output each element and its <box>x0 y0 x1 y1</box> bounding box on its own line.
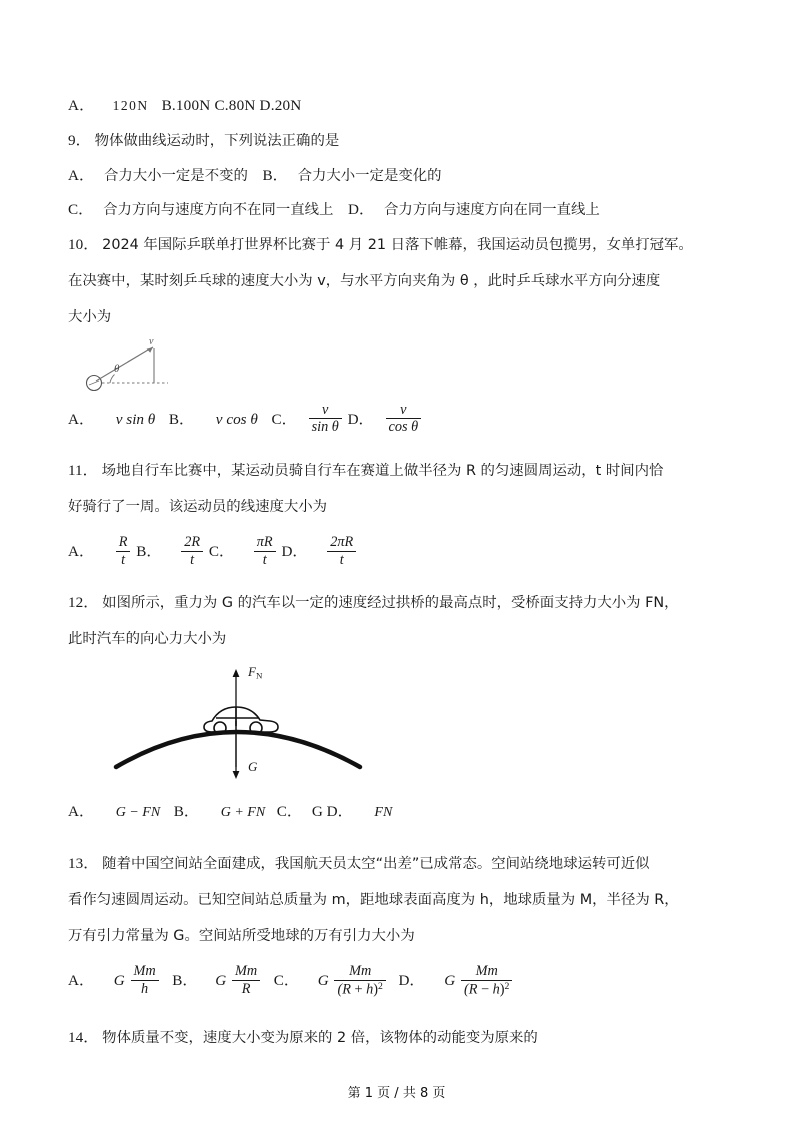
q13-option-c-numerator: Mm <box>349 963 372 980</box>
q11-option-c-label: C． <box>208 543 235 561</box>
option-a-value: 120N <box>112 98 149 113</box>
q11-option-b-fraction <box>181 535 203 568</box>
question-13-text-1: 随着中国空间站全面建成，我国航天员太空“出差”已成常态。空间站绕地球运转可近似 <box>102 856 650 873</box>
option-d-value: D.20N <box>259 97 302 114</box>
q13-option-b-label: B． <box>172 972 198 990</box>
velocity-vector-diagram <box>80 336 260 395</box>
q12-option-d-text: FN <box>374 805 393 821</box>
q11-option-d-numerator: 2πR <box>330 534 354 551</box>
q13-option-b-denominator: R <box>232 980 260 997</box>
q13-option-a-denominator: h <box>131 980 159 997</box>
normal-force-label: $F_N$ <box>248 664 263 681</box>
question-12-text-2: 此时汽车的向心力大小为 <box>68 631 227 648</box>
q13-option-d-denominator: $(R - h)^2$ <box>461 980 512 998</box>
q10-option-a-text: v sin θ <box>115 411 156 429</box>
question-13-stem-line-1 <box>68 846 740 882</box>
q11-option-b-label: B． <box>136 543 162 561</box>
arched-bridge-svg <box>108 663 368 783</box>
question-13-number: 13． <box>68 855 99 873</box>
question-10-stem-line-2 <box>68 263 740 299</box>
q11-option-d-label: D． <box>281 543 308 561</box>
q13-option-d-numerator: Mm <box>475 963 498 980</box>
q13-option-b-coefficient: G <box>215 972 227 990</box>
q11-option-b-numerator: 2R <box>184 534 201 551</box>
q9-option-d-text: 合力方向与速度方向在同一直线上 <box>383 202 600 218</box>
q10-option-b-text: v cos θ <box>215 411 258 429</box>
question-12-options-row <box>68 795 740 830</box>
q11-option-d-denominator: t <box>327 551 356 568</box>
q13-option-d-label: D． <box>398 972 425 990</box>
q12-option-b-text: G + FN <box>220 805 266 821</box>
q13-option-a-label: A． <box>68 972 95 990</box>
q9-option-c-text: 合力方向与速度方向不在同一直线上 <box>103 202 334 218</box>
question-10-text-1: 2024 年国际乒联单打世界杯比赛于 4 月 21 日落下帷幕，我国运动员包揽男，女单打冠军。 <box>102 237 693 253</box>
q11-option-a-denominator: t <box>116 551 131 568</box>
question-10-number: 10． <box>68 236 99 253</box>
question-12-number: 12． <box>68 594 99 612</box>
q11-option-a-numerator: R <box>118 534 128 551</box>
normal-force-arrowhead <box>233 669 240 677</box>
arched-bridge-car-diagram <box>108 663 368 783</box>
question-11-stem-line-2 <box>68 489 740 525</box>
q12-option-a-text: G − FN <box>115 805 161 821</box>
q11-option-b-denominator: t <box>181 551 203 568</box>
question-10-stem-line-1 <box>68 227 740 263</box>
q10-option-c-fraction <box>309 403 342 436</box>
q9-option-b-label: B． <box>262 167 288 184</box>
angle-theta-label: θ <box>114 363 120 375</box>
q9-option-a-text: 合力大小一定是不变的 <box>103 168 248 184</box>
question-14-stem <box>68 1020 740 1056</box>
question-13-text-2: 看作匀速圆周运动。已知空间站总质量为 m，距地球表面高度为 h，地球质量为 M，半径为 R， <box>68 892 679 909</box>
q13-option-c-denominator: $(R + h)^2$ <box>334 980 385 998</box>
q9-option-d-label: D． <box>347 201 375 218</box>
q13-option-c-coefficient: G <box>317 972 329 990</box>
q9-option-c-label: C． <box>68 201 94 218</box>
q13-option-a-fraction <box>131 964 159 997</box>
q13-option-d-fraction <box>461 964 512 997</box>
question-13-stem-line-2 <box>68 882 740 918</box>
bridge-arc <box>116 732 360 767</box>
question-8-options-row <box>68 88 740 123</box>
q12-option-d-label: D． <box>326 803 353 821</box>
q13-option-d-coefficient: G <box>444 972 456 990</box>
q13-option-c-label: C． <box>273 972 300 990</box>
q11-option-c-fraction <box>254 535 276 568</box>
question-9-number: 9． <box>68 132 91 149</box>
q13-option-a-coefficient: G <box>113 972 125 990</box>
question-11-text-1: 场地自行车比赛中，某运动员骑自行车在赛道上做半径为 R 的匀速圆周运动，t 时间内恰 <box>101 463 664 480</box>
q10-option-d-denominator: cos θ <box>386 418 422 435</box>
gravity-label: G <box>248 759 258 775</box>
option-a-label: A． <box>68 97 95 114</box>
q10-option-c-denominator: sin θ <box>309 418 342 435</box>
option-c-value: C.80N <box>214 97 256 114</box>
q12-option-a-label: A． <box>68 803 95 821</box>
question-11-options-row <box>68 535 740 569</box>
question-9-stem <box>68 123 740 159</box>
question-11-number: 11． <box>68 462 98 480</box>
question-9-options-row-2 <box>68 193 740 227</box>
gravity-arrowhead <box>233 771 240 779</box>
question-10-text-3: 大小为 <box>68 309 112 325</box>
question-13-stem-line-3 <box>68 918 740 954</box>
page-content <box>68 88 740 1056</box>
q9-option-b-text: 合力大小一定是变化的 <box>297 168 442 184</box>
q13-option-a-numerator: Mm <box>133 963 156 980</box>
q11-option-c-denominator: t <box>254 551 276 568</box>
q10-option-b-label: B． <box>168 411 195 429</box>
q11-option-a-label: A． <box>68 543 95 561</box>
q13-option-c-fraction <box>334 964 385 997</box>
q10-option-c-numerator: v <box>322 402 329 418</box>
question-12-text-1: 如图所示，重力为 G 的汽车以一定的速度经过拱桥的最高点时，受桥面支持力大小为 FN， <box>102 595 679 612</box>
q10-option-c-label: C． <box>271 411 297 429</box>
question-14-number: 14． <box>68 1029 99 1047</box>
option-b-value: B.100N <box>161 97 211 114</box>
q13-option-b-fraction <box>232 964 260 997</box>
question-13-options-row <box>68 964 740 998</box>
q11-option-c-numerator: πR <box>256 534 273 551</box>
question-10-stem-line-3 <box>68 299 740 335</box>
q11-option-d-fraction <box>327 535 356 568</box>
q10-option-d-numerator: v <box>400 402 407 418</box>
q11-option-a-fraction <box>116 535 131 568</box>
question-10-options-row <box>68 403 740 437</box>
question-11-text-2: 好骑行了一周。该运动员的线速度大小为 <box>68 499 328 516</box>
question-10-text-2: 在决赛中，某时刻乒乓球的速度大小为 v，与水平方向夹角为 θ ，此时乒乓球水平方向分速度 <box>68 273 661 289</box>
q9-option-a-label: A． <box>68 167 95 184</box>
question-12-stem-line-2 <box>68 621 740 657</box>
question-14-text: 物体质量不变，速度大小变为原来的 2 倍，该物体的动能变为原来的 <box>102 1030 538 1047</box>
velocity-vector-svg <box>80 339 260 395</box>
q12-option-b-label: B． <box>173 803 200 821</box>
page-number-text: 第 1 页 / 共 8 页 <box>347 1086 446 1101</box>
question-9-options-row-1 <box>68 159 740 193</box>
page-footer <box>0 1082 793 1101</box>
q12-option-c-label: C． <box>276 803 303 821</box>
velocity-v-label: v <box>149 336 154 347</box>
question-11-stem-line-1 <box>68 453 740 489</box>
question-9-text: 物体做曲线运动时，下列说法正确的是 <box>94 133 340 149</box>
q10-option-d-label: D． <box>347 411 374 429</box>
q10-option-a-label: A． <box>68 411 95 429</box>
question-13-text-3: 万有引力常量为 G。空间站所受地球的万有引力大小为 <box>68 928 415 945</box>
q10-option-d-fraction <box>386 403 422 436</box>
q12-option-c-text: G <box>311 803 323 821</box>
q13-option-b-numerator: Mm <box>234 963 258 980</box>
question-12-stem-line-1 <box>68 585 740 621</box>
